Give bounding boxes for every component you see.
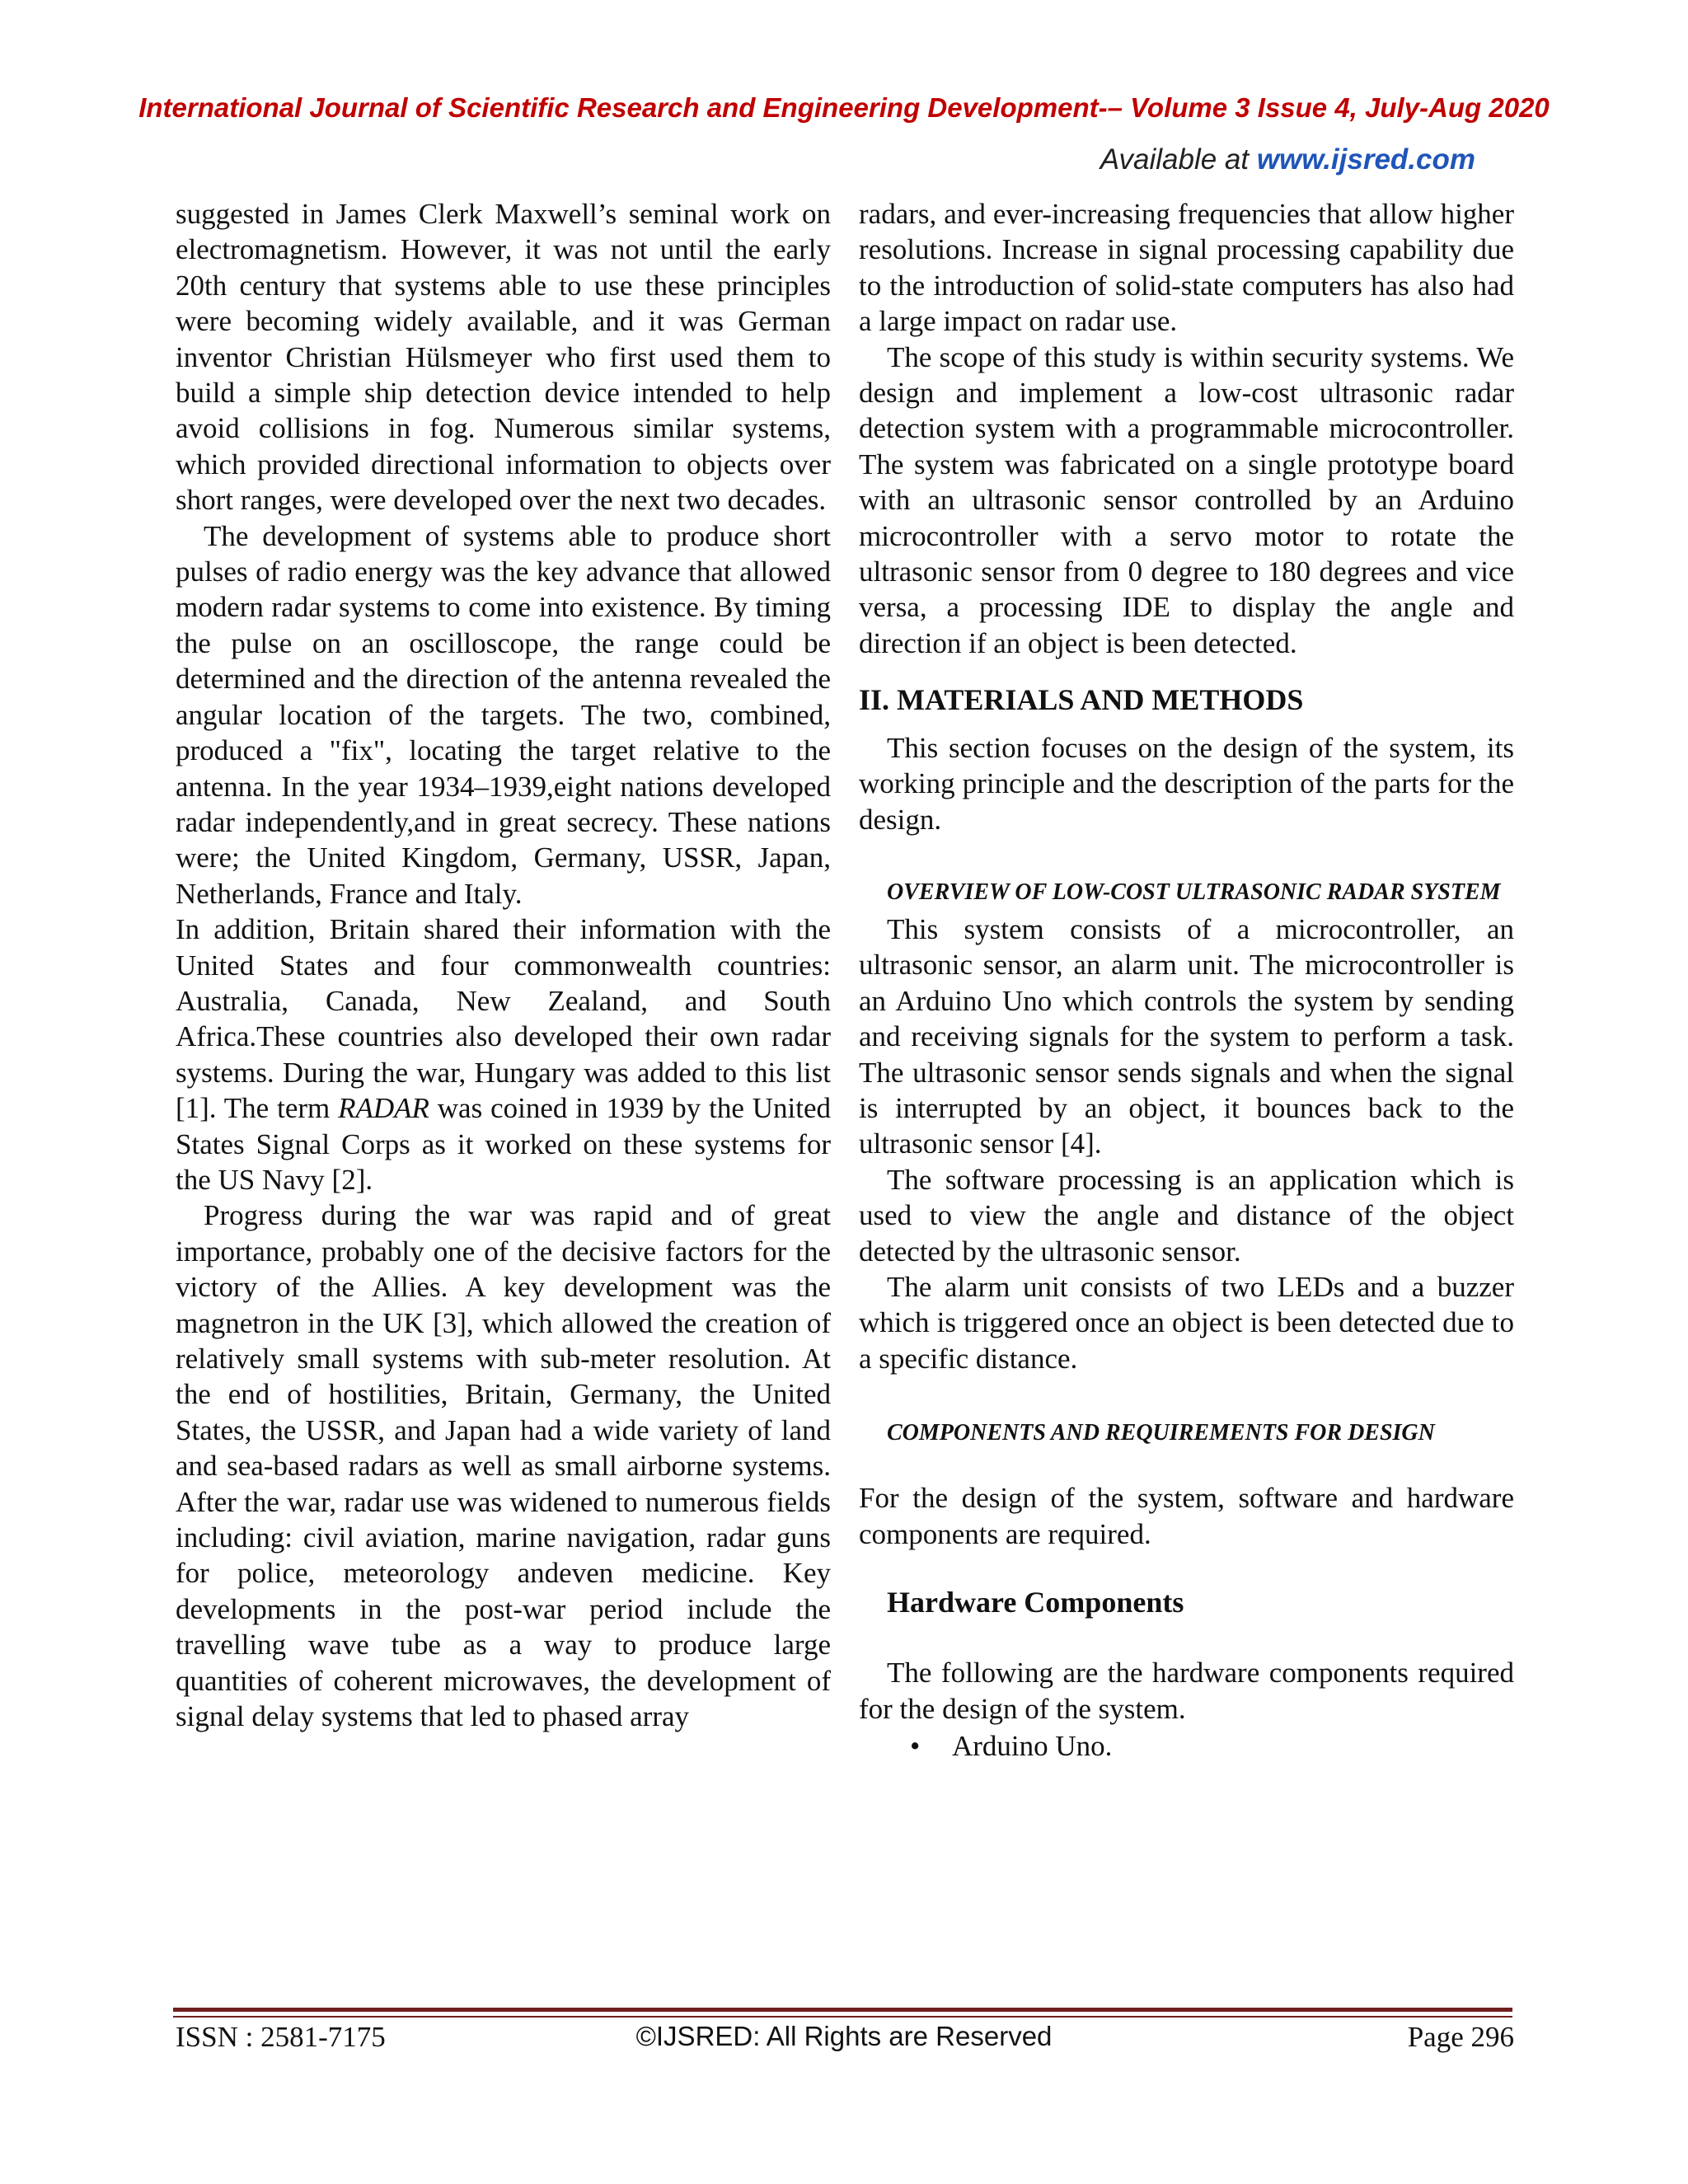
subsection-heading: OVERVIEW OF LOW-COST ULTRASONIC RADAR SYSTEM <box>887 879 1501 905</box>
paragraph: For the design of the system, software and hardware components are required. <box>859 1482 1514 1550</box>
paragraph: radars, and ever-increasing frequencies that allow higher resolutions. Increase in signal processing capability due to the introduction of solid-state computers has also had a large impact on radar use. <box>859 198 1514 338</box>
text-run: was coined in 1939 by the United States Signal Corps as it worked on these systems for the US Navy [2]. <box>176 1092 831 1196</box>
paragraph: This system consists of a microcontroller, an ultrasonic sensor, an alarm unit. The microcontroller is an Arduino Uno which controls the system by sending and receiving signals for the system to perform a task. The ultrasonic sensor sends signals and when the signal is interrupted by an object, it bounces back to the ultrasonic sensor [4]. <box>859 912 1514 1160</box>
available-at-label: Available at <box>1100 143 1257 176</box>
footer-rule <box>173 2016 1512 2018</box>
text-run: In addition, Britain shared their information with the United States and four commonwealth countries: Australia, Canada, New Zealand, and South Africa.These countries also developed their own radar systems. During the war, Hungary was added to this list [1]. The term <box>176 913 831 1125</box>
paragraph: The software processing is an application which is used to view the angle and distance of the object detected by the ultrasonic sensor. <box>859 1163 1514 1268</box>
paragraph: Progress during the war was rapid and of great importance, probably one of the decisive factors for the victory of the Allies. A key development was the magnetron in the UK [3], which allowed the creation of relatively small systems with sub-meter resolution. At the end of hostilities, Britain, Germany, the United States, the USSR, and Japan had a wide variety of land and sea-based radars as well as small airborne systems. After the war, radar use was widened to numerous fields including: civil aviation, marine navigation, radar guns for police, meteorology andeven medicine. Key developments in the post-war period include the travelling wave tube as a way to produce large quantities of coherent microwaves, the development of signal delay systems that led to phased array <box>176 1199 831 1733</box>
journal-header: International Journal of Scientific Research and Engineering Development-– Volume 3 Issue 4, July-Aug 2020 <box>138 92 1550 123</box>
available-at <box>1100 143 1475 176</box>
section-heading: II. MATERIALS AND METHODS <box>859 683 1304 717</box>
list-item <box>859 1728 1514 1764</box>
subsection-heading: COMPONENTS AND REQUIREMENTS FOR DESIGN <box>887 1420 1435 1446</box>
right-column <box>859 196 1514 1765</box>
footer-issn: ISSN : 2581-7175 <box>176 2021 386 2053</box>
journal-url-link[interactable]: www.ijsred.com <box>1256 143 1475 176</box>
paragraph: The development of systems able to produce short pulses of radio energy was the key advance that allowed modern radar systems to come into existence. By timing the pulse on an oscilloscope, the range could be determined and the direction of the antenna revealed the angular location of the targets. The two, combined, produced a "fix", locating the target relative to the antenna. In the year 1934–1939,eight nations developed radar independently,and in great secrecy. These nations were; the United Kingdom, Germany, USSR, Japan, Netherlands, France and Italy. <box>176 519 831 910</box>
paragraph: The scope of this study is within security systems. We design and implement a low-cost ultrasonic radar detection system with a programmable microcontroller. The system was fabricated on a single prototype board with an ultrasonic sensor controlled by an Arduino microcontroller with a servo motor to rotate the ultrasonic sensor from 0 degree to 180 degrees and vice versa, a processing IDE to display the angle and direction if an object is been detected. <box>859 340 1514 659</box>
paragraph: This section focuses on the design of the system, its working principle and the description of the parts for the design. <box>859 731 1514 836</box>
italic-term: RADAR <box>338 1092 429 1125</box>
hardware-heading: Hardware Components <box>887 1586 1184 1619</box>
bullet-icon: • <box>910 1730 921 1763</box>
footer-rule <box>173 2008 1512 2012</box>
paragraph: The alarm unit consists of two LEDs and a buzzer which is triggered once an object is been detected due to a specific distance. <box>859 1270 1514 1375</box>
left-column <box>176 196 831 1734</box>
footer-rights: ©IJSRED: All Rights are Reserved <box>635 2021 1053 2051</box>
paragraph: The following are the hardware components required for the design of the system. <box>859 1657 1514 1725</box>
footer-page-number: Page 296 <box>1407 2021 1514 2053</box>
list-item-text: Arduino Uno. <box>952 1730 1113 1763</box>
paragraph <box>176 912 831 1197</box>
paragraph: suggested in James Clerk Maxwell’s seminal work on electromagnetism. However, it was not until the early 20th century that systems able to use these principles were becoming widely available, and it was German inventor Christian Hülsmeyer who first used them to build a simple ship detection device intended to help avoid collisions in fog. Numerous similar systems, which provided directional information to objects over short ranges, were developed over the next two decades. <box>176 198 831 517</box>
